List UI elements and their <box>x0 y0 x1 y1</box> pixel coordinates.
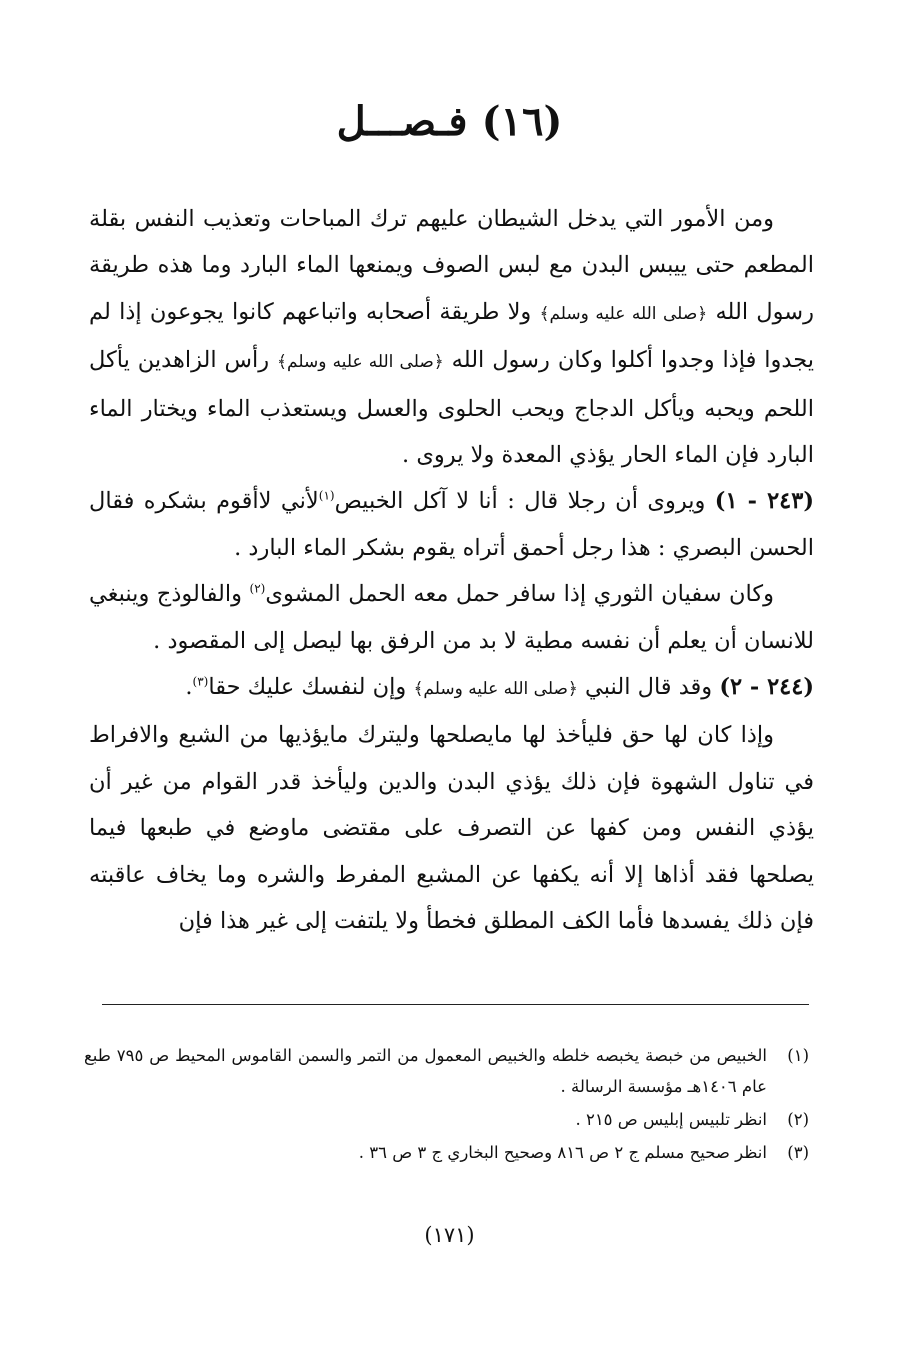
paragraph-text: ومن الأمور التي يدخل الشيطان عليهم ترك المباحات وتعذيب النفس بقلة المطعم حتى ييبس البدن مع لبس الصوف ويمنعها الماء البارد وما هذه طريقة رسول الله <box>89 206 815 325</box>
paragraph-text: . <box>185 674 193 701</box>
paragraph-text: وكان سفيان الثوري إذا سافر حمل معه الحمل المشوى <box>265 581 774 608</box>
hadith-number: (٢٤٣ - ١) <box>714 488 814 515</box>
footnote-text: انظر تلبيس إبليس ص ٢١٥ . <box>575 1110 767 1129</box>
salutation-mark: ﴿صلى الله عليه وسلم﴾ <box>413 679 578 700</box>
footnote-text: انظر صحيح مسلم ج ٢ ص ٨١٦ وصحيح البخاري ج ٣ ص ٣٦ . <box>358 1143 767 1162</box>
footnote-item <box>84 1137 809 1168</box>
footnote-ref: (١) <box>318 488 335 503</box>
main-text <box>89 196 814 945</box>
salutation-mark: ﴿صلى الله عليه وسلم﴾ <box>277 352 444 373</box>
paragraph-text: ويروى أن رجلا قال : أنا لا آكل الخبيص <box>334 488 715 515</box>
footnote-number: (٣) <box>787 1143 809 1162</box>
footnote-item <box>84 1104 809 1135</box>
hadith-number: (٢٤٤ - ٢) <box>719 674 814 701</box>
paragraph-5 <box>89 712 814 944</box>
paragraph-1 <box>89 196 814 478</box>
paragraph-text: رأس الزاهدين يأكل اللحم ويحبه ويأكل الدجاج ويحب الحلوى والعسل ويستعذب الماء ويختار الماء البارد فإن الماء الحار يؤذي المعدة ولا يروى . <box>89 347 814 469</box>
paragraph-4 <box>89 664 814 712</box>
footnotes <box>84 1040 809 1170</box>
chapter-title: فـصـــل <box>336 98 468 145</box>
footnote-divider <box>102 1004 809 1005</box>
paragraph-text: وإن لنفسك عليك حقا <box>208 674 414 701</box>
footnote-number: (١) <box>787 1046 809 1065</box>
paragraph-text: لأني لاأقوم بشكره فقال الحسن البصري : هذا رجل أحمق أتراه يقوم بشكر الماء البارد . <box>89 488 814 561</box>
paragraph-3 <box>89 571 814 664</box>
salutation-mark: ﴿صلى الله عليه وسلم﴾ <box>539 303 708 324</box>
footnote-number: (٢) <box>787 1110 809 1129</box>
paragraph-text: وإذا كان لها حق فليأخذ لها مايصلحها وليترك مايؤذيها من الشبع والافراط في تناول الشهوة فإن ذلك يؤذي البدن والدين وليأخذ قدر القوام من غير أن يؤذي النفس ومن كفها عن التصرف على مقتضى ماوضع في طبعها فيما يصلحها فقد أذاها إلا أنه يكفها عن المشبع المفرط والشره وما يخاف عاقبته فإن ذلك يفسدها فأما الكف المطلق فخطأ ولا يلتفت إلى غير هذا فإن <box>89 722 814 935</box>
footnote-ref: (٣) <box>192 674 209 689</box>
paragraph-text: وقد قال النبي <box>577 674 720 701</box>
footnote-text: الخبيص من خبصة يخبصه خلطه والخبيص المعمول من التمر والسمن القاموس المحيط ص ٧٩٥ طبع عام ١٤٠٦هـ مؤسسة الرسالة . <box>84 1046 768 1096</box>
paragraph-2 <box>89 478 814 571</box>
paragraph-text: والفالوذج وينبغي للانسان أن يعلم أن نفسه مطية لا بد من الرفق بها ليصل إلى المقصود . <box>89 581 814 654</box>
chapter-heading <box>0 92 899 152</box>
footnote-ref: (٢) <box>249 581 266 596</box>
chapter-number: (١٦) <box>481 98 563 145</box>
page-number: (١٧١) <box>424 1223 475 1247</box>
footnote-item <box>84 1040 809 1102</box>
paragraph-text: ولا طريقة أصحابه واتباعهم كانوا يجوعون إذا لم يجدوا فإذا وجدوا أكلوا وكان رسول الله <box>89 298 815 374</box>
